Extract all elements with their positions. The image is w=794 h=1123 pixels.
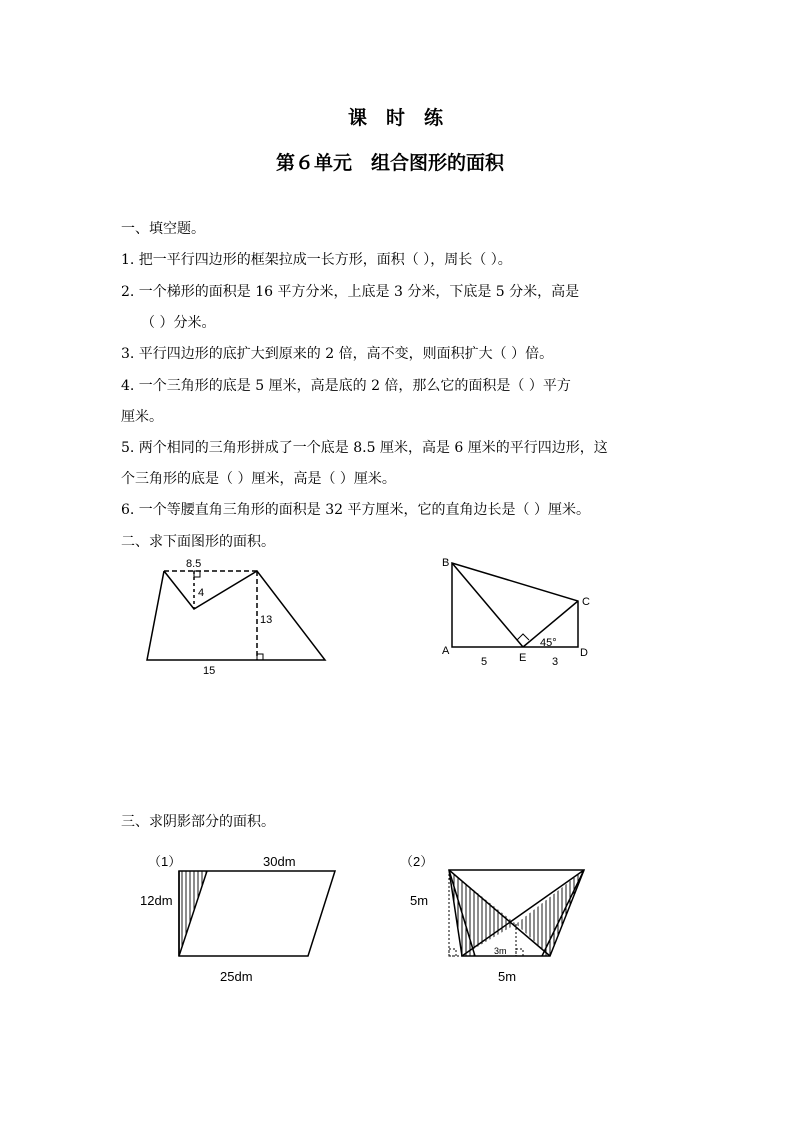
page-subtitle: 第６单元 组合图形的面积 [276,152,505,174]
label-D: D [580,647,588,659]
label-inner-4: 4 [198,587,205,599]
section3-heading: 三、求阴影部分的面积。 [121,814,275,830]
question-5-line2: 个三角形的底是（ ）厘米，高是（ ）厘米。 [121,471,396,487]
label-top-8-5: 8.5 [186,558,202,570]
label-ae-5: 5 [481,656,488,668]
question-3: 3. 平行四边形的底扩大到原来的 2 倍，高不变，则面积扩大（ ）倍。 [121,346,554,362]
label-height-12dm: 12dm [140,893,173,908]
question-2-line1: 2. 一个梯形的面积是 16 平方分米，上底是 3 分米，下底是 5 分米，高是 [121,284,580,300]
label-E: E [519,652,527,664]
question-4-line2: 厘米。 [121,409,163,425]
label-B: B [442,557,450,569]
section2-heading: 二、求下面图形的面积。 [121,534,275,550]
section1-heading: 一、填空题。 [121,221,205,237]
label-base-15: 15 [203,665,216,677]
label-top-30dm: 30dm [263,854,296,869]
label-A: A [442,645,450,657]
label-height-5m: 5m [410,893,429,908]
question-6: 6. 一个等腰直角三角形的面积是 32 平方厘米，它的直角边长是（ ）厘米。 [121,502,590,518]
label-base-25dm: 25dm [220,969,253,984]
question-5-line1: 5. 两个相同的三角形拼成了一个底是 8.5 厘米，高是 6 厘米的平行四边形，这 [121,440,608,456]
question-4-line1: 4. 一个三角形的底是 5 厘米，高是底的 2 倍，那么它的面积是（ ）平方 [121,378,571,394]
label-height-13: 13 [260,614,273,626]
label-ed-3: 3 [552,656,559,668]
label-fig3-1-num: （1） [148,854,182,869]
label-inner-3m: 3m [494,946,507,956]
question-1: 1. 把一平行四边形的框架拉成一长方形，面积（ ），周长（ ）。 [121,252,512,268]
label-C: C [582,596,590,608]
label-angle-45: 45° [540,637,557,649]
question-2-line2: （ ）分米。 [141,315,216,331]
label-fig3-2-num: （2） [400,854,434,869]
label-base-5m: 5m [498,969,517,984]
page-title: 课 时 练 [348,107,444,129]
